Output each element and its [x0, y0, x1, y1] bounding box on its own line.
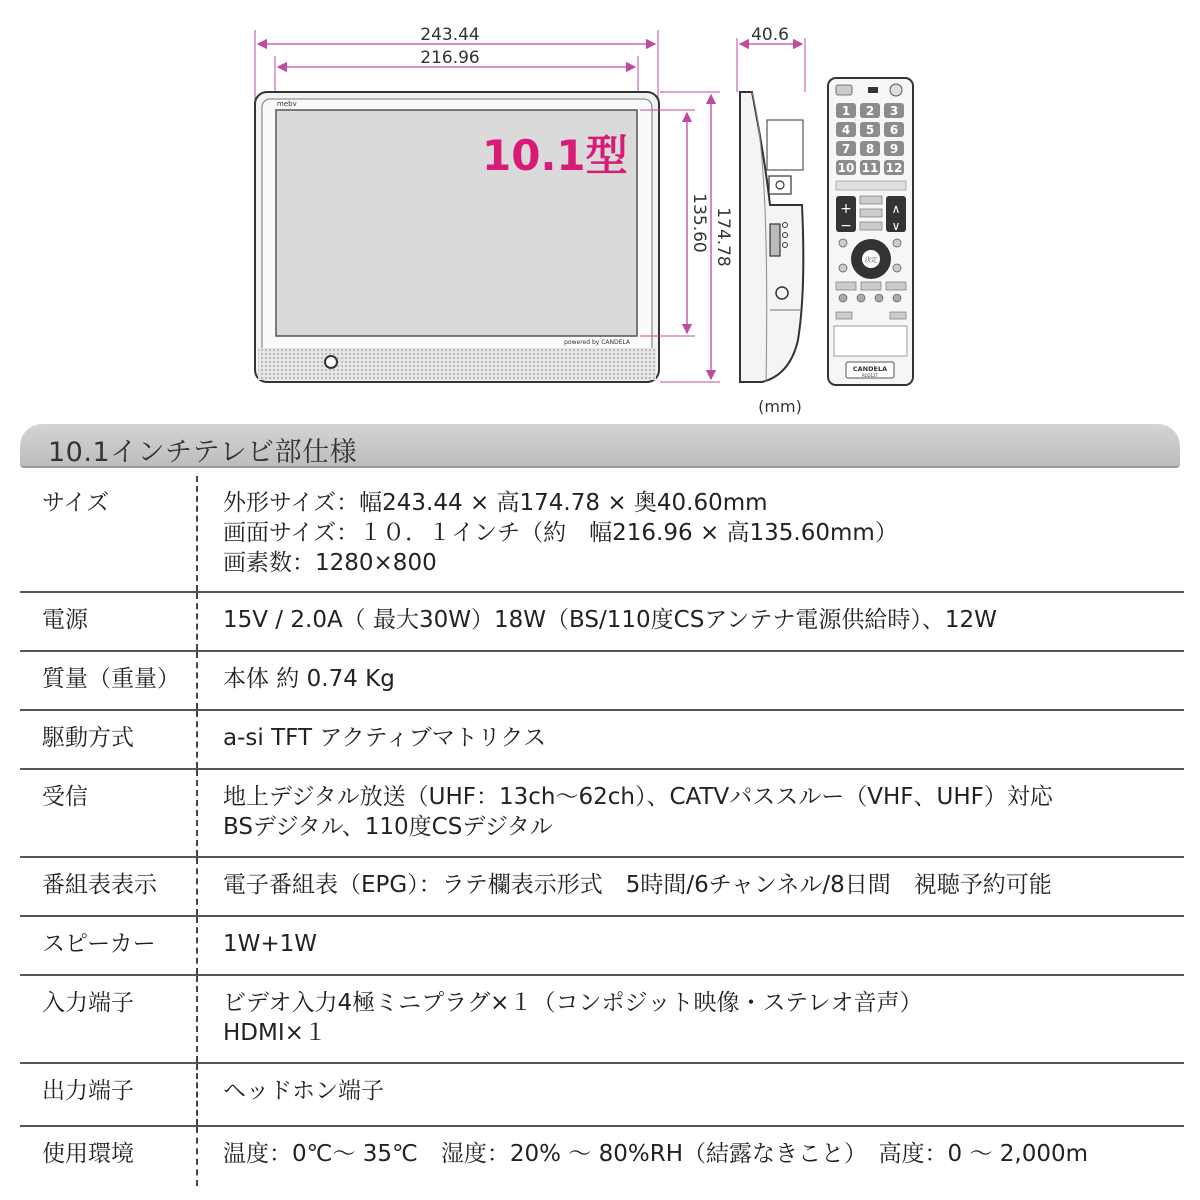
- spec-row: [20, 592, 1184, 651]
- spec-row: [20, 857, 1184, 916]
- svg-text:∧: ∧: [891, 202, 901, 216]
- unit-label: (mm): [758, 397, 802, 416]
- remote-key-label: 4: [841, 123, 851, 137]
- spec-value: [197, 916, 1184, 975]
- size-badge: 10.1型: [482, 131, 628, 180]
- spec-value-line: BSデジタル、110度CSデジタル: [223, 814, 553, 840]
- tv-side-view: [740, 92, 803, 382]
- spec-row: [20, 1063, 1184, 1126]
- spec-value: [197, 651, 1184, 710]
- section-title: 10.1インチテレビ部仕様: [48, 437, 358, 468]
- spec-label: 電源: [20, 592, 197, 651]
- remote-key-label: 10: [837, 161, 855, 175]
- spec-label: 駆動方式: [20, 710, 197, 769]
- spec-label: 受信: [20, 769, 197, 857]
- dimension-depth: [737, 25, 805, 92]
- remote-key-label: 2: [865, 104, 875, 118]
- powered-by-label: powered by CANDELA: [564, 339, 630, 346]
- spec-value-line: 温度：0℃～ 35℃ 湿度：20% ～ 80%RH（結露なきこと） 高度：0 ～ 2,000m: [223, 1141, 1089, 1167]
- brand-mark: mebv: [277, 100, 297, 108]
- remote-key-label: 5: [865, 123, 875, 137]
- svg-text:−: −: [840, 218, 852, 234]
- spec-value: [197, 476, 1184, 592]
- spec-row: [20, 769, 1184, 857]
- depth-label: 40.6: [751, 25, 789, 45]
- spec-row: [20, 476, 1184, 592]
- spec-value-line: ビデオ入力4極ミニプラグ×１（コンポジット映像・ステレオ音声）: [223, 990, 923, 1016]
- spec-row: [20, 1126, 1184, 1186]
- spec-value: [197, 769, 1184, 857]
- spec-label: スピーカー: [20, 916, 197, 975]
- remote-model: RCD12T: [862, 373, 878, 378]
- spec-row: [20, 975, 1184, 1063]
- screen-width-label: 216.96: [420, 48, 480, 68]
- spec-row: [20, 916, 1184, 975]
- spec-row: [20, 710, 1184, 769]
- remote-key-label: 11: [861, 161, 879, 175]
- remote-key-label: 7: [841, 142, 851, 156]
- remote-key-label: 8: [865, 142, 875, 156]
- spec-value-line: 1W+1W: [223, 931, 318, 957]
- spec-label: 使用環境: [20, 1126, 197, 1186]
- svg-text:+: +: [840, 201, 852, 217]
- spec-label: 出力端子: [20, 1063, 197, 1126]
- remote-key-label: 12: [885, 161, 903, 175]
- spec-value: [197, 592, 1184, 651]
- spec-table: [20, 476, 1184, 1186]
- tv-front-view: [255, 92, 659, 382]
- outer-height-label: 174.78: [713, 207, 733, 267]
- spec-value-line: 画素数：1280×800: [223, 550, 437, 576]
- spec-value: [197, 1126, 1184, 1186]
- spec-value-line: 画面サイズ：１０．１インチ（約 幅216.96 × 高135.60mm）: [223, 520, 898, 546]
- product-dimension-figure: [0, 0, 1200, 420]
- remote-brand: CANDELA: [852, 365, 888, 373]
- spec-value-line: 外形サイズ：幅243.44 × 高174.78 × 奥40.60mm: [223, 490, 768, 516]
- svg-text:∨: ∨: [891, 219, 901, 233]
- spec-value-line: 本体 約 0.74 Kg: [223, 666, 395, 692]
- spec-label: 質量（重量）: [20, 651, 197, 710]
- spec-value-line: a-si TFT アクティブマトリクス: [223, 725, 547, 751]
- section-header: [20, 424, 1180, 468]
- spec-value: [197, 857, 1184, 916]
- spec-row: [20, 651, 1184, 710]
- remote-key-label: 3: [889, 104, 899, 118]
- power-button-icon: [325, 356, 337, 368]
- spec-value: [197, 1063, 1184, 1126]
- remote-center-label: 決定: [864, 257, 878, 264]
- spec-value-line: 地上デジタル放送（UHF：13ch～62ch）、CATVパススルー（VHF、UHF）対応: [223, 784, 1053, 810]
- screen-height-label: 135.60: [689, 193, 709, 253]
- remote-control: [828, 78, 913, 385]
- outer-width-label: 243.44: [420, 25, 480, 45]
- remote-key-label: 9: [889, 142, 899, 156]
- spec-value-line: ヘッドホン端子: [223, 1078, 384, 1104]
- spec-label: 入力端子: [20, 975, 197, 1063]
- spec-value: [197, 710, 1184, 769]
- spec-label: サイズ: [20, 476, 197, 592]
- spec-value-line: 15V / 2.0A（ 最大30W）18W（BS/110度CSアンテナ電源供給時）、12W: [223, 607, 997, 633]
- remote-key-label: 6: [889, 123, 899, 137]
- remote-key-label: 1: [841, 104, 851, 118]
- spec-value-line: HDMI×１: [223, 1020, 327, 1046]
- spec-label: 番組表表示: [20, 857, 197, 916]
- spec-value-line: 電子番組表（EPG）：ラテ欄表示形式 5時間/6チャンネル/8日間 視聴予約可能: [223, 872, 1052, 898]
- spec-value: [197, 975, 1184, 1063]
